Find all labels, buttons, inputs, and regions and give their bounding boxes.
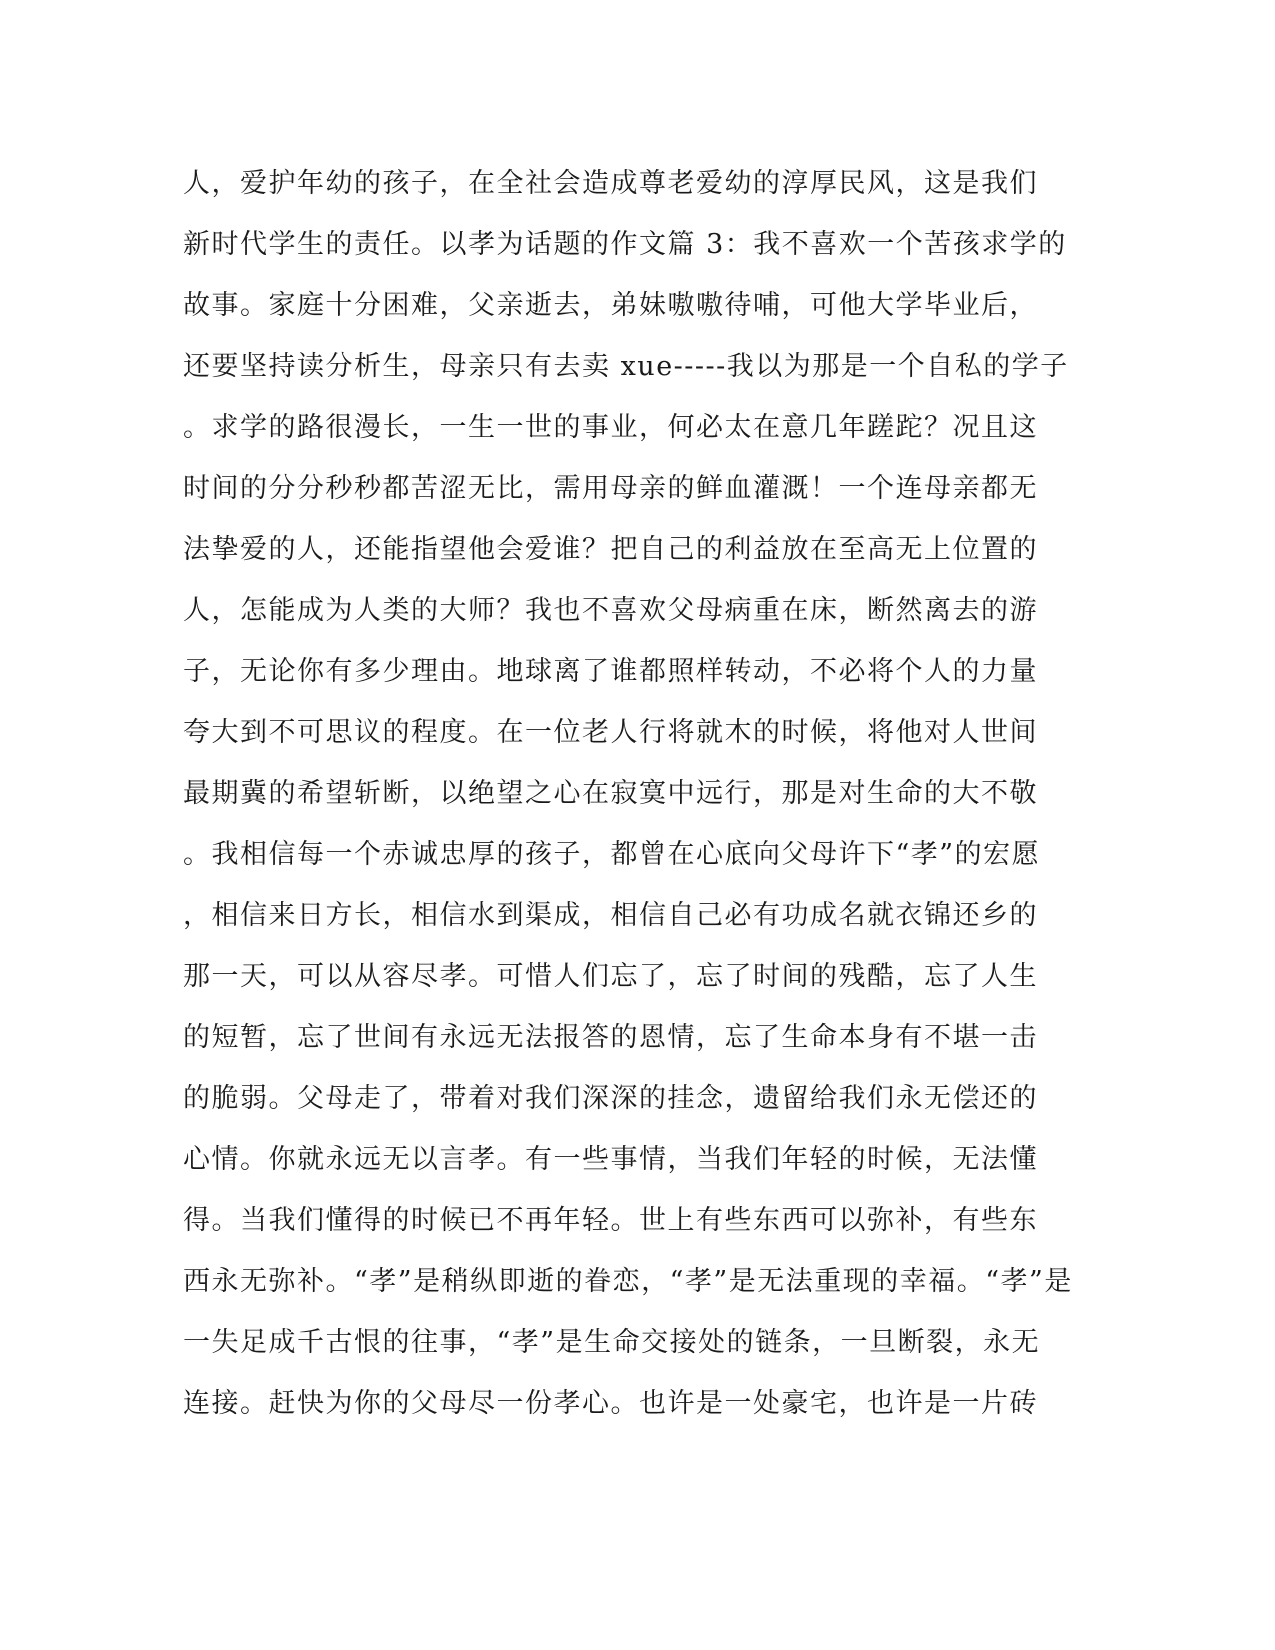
text-line-4: 还要坚持读分析生，母亲只有去卖 xue-----我以为那是一个自私的学子: [183, 351, 1069, 382]
text-line-7: 法挚爱的人，还能指望他会爱谁？把自己的利益放在至高无上位置的: [183, 534, 1038, 565]
text-line-9: 子，无论你有多少理由。地球离了谁都照样转动，不必将个人的力量: [183, 656, 1038, 687]
text-line-2: 新时代学生的责任。以孝为话题的作文篇 3：我不喜欢一个苦孩求学的: [183, 229, 1067, 260]
text-line-10: 夸大到不可思议的程度。在一位老人行将就木的时候，将他对人世间: [183, 717, 1038, 748]
text-line-17: 心情。你就永远无以言孝。有一些事情，当我们年轻的时候，无法懂: [183, 1144, 1038, 1175]
text-line-11: 最期冀的希望斩断，以绝望之心在寂寞中远行，那是对生命的大不敬: [183, 778, 1038, 809]
text-line-3: 故事。家庭十分困难，父亲逝去，弟妹嗷嗷待哺，可他大学毕业后，: [183, 290, 1038, 321]
text-line-18: 得。当我们懂得的时候已不再年轻。世上有些东西可以弥补，有些东: [183, 1205, 1038, 1236]
text-line-21: 连接。赶快为你的父母尽一份孝心。也许是一处豪宅，也许是一片砖: [183, 1388, 1038, 1419]
text-line-12: 。我相信每一个赤诚忠厚的孩子，都曾在心底向父母许下“孝”的宏愿: [183, 839, 1041, 870]
text-line-16: 的脆弱。父母走了，带着对我们深深的挂念，遗留给我们永无偿还的: [183, 1083, 1038, 1114]
text-line-20: 一失足成千古恨的往事，“孝”是生命交接处的链条，一旦断裂，永无: [183, 1327, 1041, 1358]
text-line-5: 。求学的路很漫长，一生一世的事业，何必太在意几年蹉跎？况且这: [183, 412, 1038, 443]
text-line-1: 人，爱护年幼的孩子，在全社会造成尊老爱幼的淳厚民风，这是我们: [183, 168, 1038, 199]
text-line-13: ，相信来日方长，相信水到渠成，相信自己必有功成名就衣锦还乡的: [183, 900, 1038, 931]
body-text: [183, 158, 1073, 1439]
text-line-8: 人，怎能成为人类的大师？我也不喜欢父母病重在床，断然离去的游: [183, 595, 1038, 626]
text-line-19: 西永无弥补。“孝”是稍纵即逝的眷恋，“孝”是无法重现的幸福。“孝”是: [183, 1266, 1073, 1297]
text-line-14: 那一天，可以从容尽孝。可惜人们忘了，忘了时间的残酷，忘了人生: [183, 961, 1038, 992]
text-line-6: 时间的分分秒秒都苦涩无比，需用母亲的鲜血灌溉！一个连母亲都无: [183, 473, 1038, 504]
text-line-15: 的短暂，忘了世间有永远无法报答的恩情，忘了生命本身有不堪一击: [183, 1022, 1038, 1053]
